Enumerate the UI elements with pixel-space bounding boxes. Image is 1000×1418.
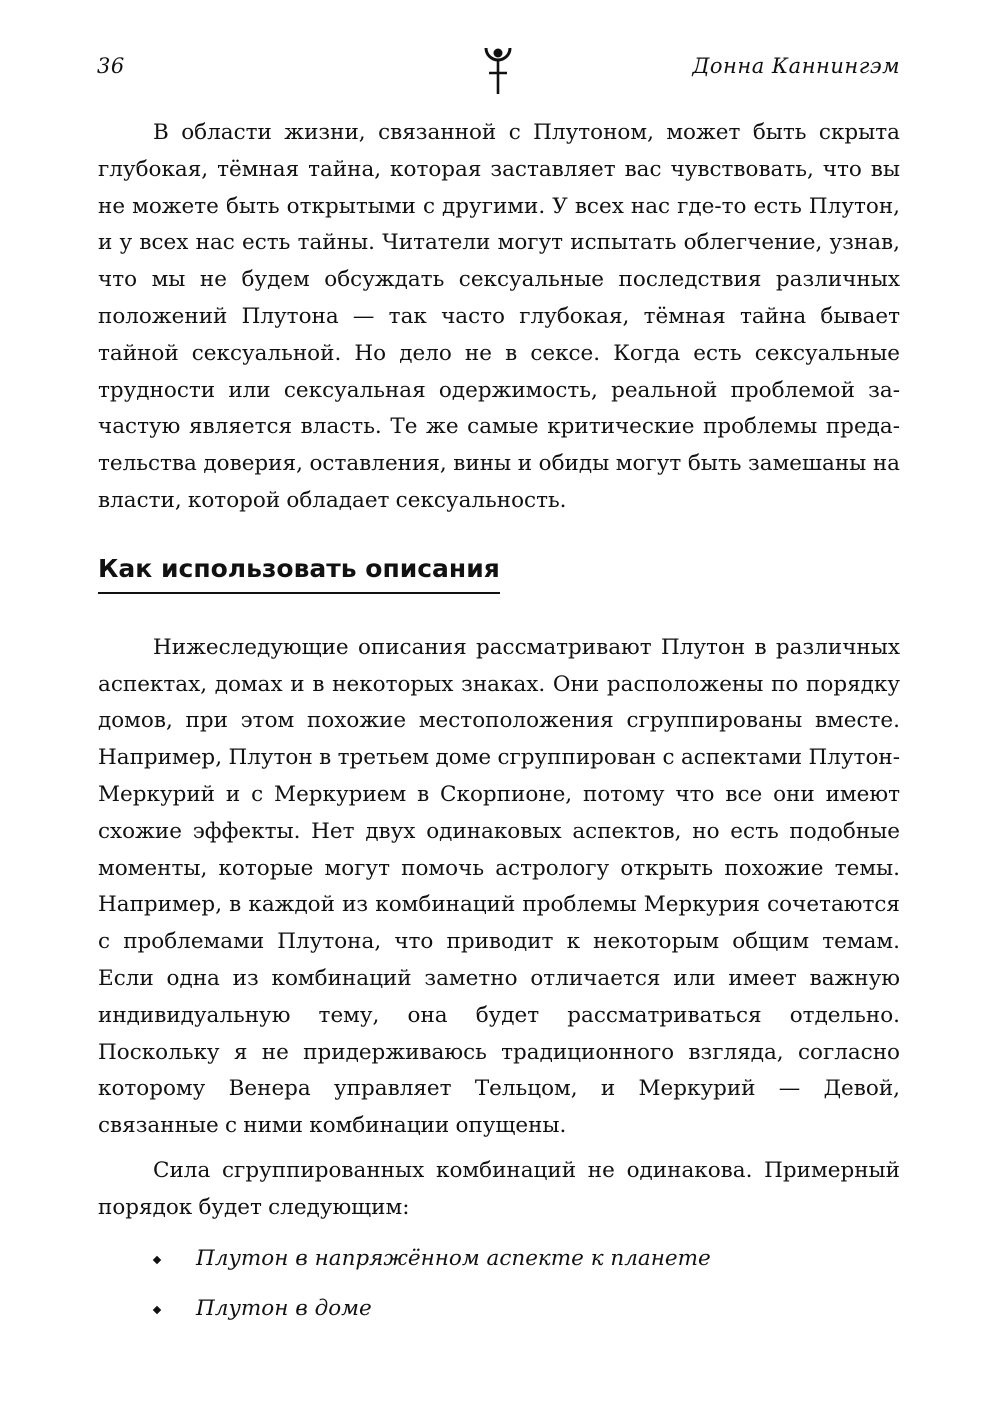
bullet-list	[98, 1241, 900, 1329]
bullet-icon	[153, 1306, 161, 1314]
body-paragraph: Сила сгруппированных комбинаций не одинакова. Примерный порядок будет следующим:	[98, 1157, 900, 1220]
page-content	[98, 115, 900, 1342]
page-header	[97, 50, 900, 100]
list-item	[98, 1291, 900, 1328]
section-heading: Как использовать описания	[98, 552, 500, 594]
body-paragraph: В области жизни, связанной с Плутоном, может быть скрыта глубокая, тёмная тайна, которая заставляет вас чувствовать, что вы не можете быть открытыми с другими. У всех нас где-то есть Плутон, и у всех нас есть тайны. Читатели могут испытать облегчение, узнав, что мы не будем обсуждать сексуальные последствия различных положений Плутона — так часто глубокая, тёмная тайна бывает тайной сексуальной. Но дело не в сексе. Когда есть сексуальные трудности или сексуальная одержимость, реальной проблемой зачастую является власть. Те же самые критические проблемы предательства доверия, оставления, вины и обиды могут быть замешаны на власти, которой обладает сексуальность.	[98, 120, 900, 513]
page-number: 36	[97, 54, 125, 78]
pluto-symbol-icon	[479, 45, 517, 95]
list-item-text: Плутон в напряжённом аспекте к планете	[196, 1245, 711, 1271]
author-name: Донна Каннингэм	[692, 54, 900, 78]
list-item-text: Плутон в доме	[196, 1296, 372, 1322]
body-paragraph: Нижеследующие описания рассматривают Плутон в различных аспектах, домах и в некоторых знаках. Они расположены по порядку домов, при этом похожие местоположения сгруппированы вместе. Например, Плутон в третьем доме сгруппирован с аспектами Плутон-Меркурий и с Меркурием в Скорпионе, потому что все они имеют схожие эффекты. Нет двух одинаковых аспектов, но есть подобные моменты, которые могут помочь астрологу открыть похожие темы. Например, в каждой из комбинаций проблемы Меркурия сочетаются с проблемами Плутона, что приводит к некоторым общим темам. Если одна из комбинаций заметно отличается или имеет важную индивидуальную тему, она будет рассматриваться отдельно. Поскольку я не придерживаюсь традиционного взгляда, согласно которому Венера управляет Тельцом, и Меркурий — Девой, связанные с ними комбинации опущены.	[98, 634, 900, 1139]
bullet-icon	[153, 1255, 161, 1263]
list-item	[98, 1241, 900, 1278]
